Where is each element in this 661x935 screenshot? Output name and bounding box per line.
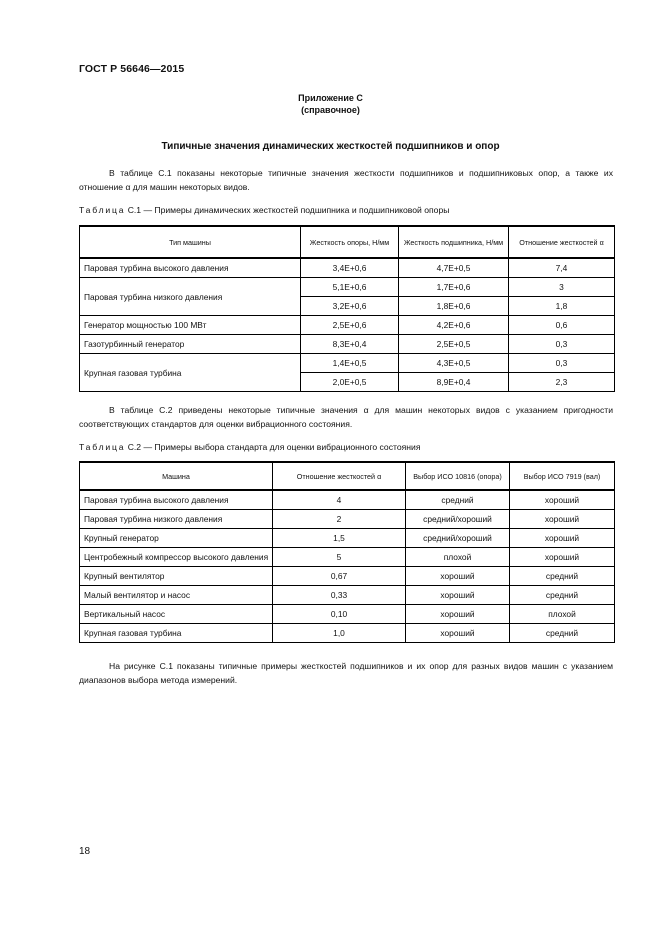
stiffness-table [79, 225, 615, 392]
value-cell: 1,7E+0,6 [399, 278, 509, 297]
table-row [80, 548, 615, 567]
annex-kind: (справочное) [301, 105, 360, 115]
table-row [80, 529, 615, 548]
value-cell: 8,3E+0,4 [301, 335, 399, 354]
document-code: ГОСТ Р 56646—2015 [79, 63, 185, 75]
column-header: Отношение жесткостей α [273, 462, 406, 490]
value-cell: 3,2E+0,6 [301, 297, 399, 316]
machine-name-cell: Крупная газовая турбина [80, 624, 273, 643]
column-header: Выбор ИСО 10816 (опора) [406, 462, 510, 490]
standard-selection-table [79, 461, 615, 643]
machine-name-cell: Паровая турбина низкого давления [80, 278, 301, 316]
machine-name-cell: Генератор мощностью 100 МВт [80, 316, 301, 335]
value-cell: средний/хороший [406, 529, 510, 548]
table-header-row [80, 462, 615, 490]
table-row [80, 354, 615, 373]
value-cell: 5 [273, 548, 406, 567]
value-cell: плохой [406, 548, 510, 567]
value-cell: 2,0E+0,5 [301, 373, 399, 392]
table1-caption: Таблица С.1 — Примеры динамических жесткостей подшипника и подшипниковой опоры [79, 205, 450, 215]
column-header: Выбор ИСО 7919 (вал) [510, 462, 615, 490]
value-cell: 4,3E+0,5 [399, 354, 509, 373]
column-header: Машина [80, 462, 273, 490]
paragraph-table2-intro: В таблице С.2 приведены некоторые типичные значения α для машин некоторых видов с указанием пригодности соответствующих стандартов для оценки вибрационного состояния. [79, 405, 613, 429]
paragraph-figure-intro: На рисунке С.1 показаны типичные примеры жесткостей подшипников и их опор для разных видов машин с указанием диапазонов выбора метода измерений. [79, 661, 613, 685]
value-cell: 1,4E+0,5 [301, 354, 399, 373]
value-cell: 0,3 [509, 354, 615, 373]
table-row [80, 258, 615, 278]
column-header: Тип машины [80, 226, 301, 258]
value-cell: средний [510, 586, 615, 605]
column-header: Отношение жесткостей α [509, 226, 615, 258]
machine-name-cell: Вертикальный насос [80, 605, 273, 624]
value-cell: хороший [510, 529, 615, 548]
value-cell: 8,9E+0,4 [399, 373, 509, 392]
value-cell: средний [510, 567, 615, 586]
column-header: Жесткость подшипника, Н/мм [399, 226, 509, 258]
machine-name-cell: Крупный вентилятор [80, 567, 273, 586]
value-cell: хороший [510, 548, 615, 567]
value-cell: хороший [510, 490, 615, 510]
table-row [80, 316, 615, 335]
value-cell: 1,8 [509, 297, 615, 316]
machine-name-cell: Центробежный компрессор высокого давления [80, 548, 273, 567]
annex-name: Приложение С [298, 93, 363, 103]
machine-name-cell: Паровая турбина высокого давления [80, 258, 301, 278]
table-row [80, 605, 615, 624]
value-cell: 0,3 [509, 335, 615, 354]
value-cell: хороший [406, 586, 510, 605]
value-cell: средний [406, 490, 510, 510]
value-cell: 0,6 [509, 316, 615, 335]
value-cell: 1,5 [273, 529, 406, 548]
value-cell: хороший [406, 605, 510, 624]
value-cell: 0,10 [273, 605, 406, 624]
table-row [80, 510, 615, 529]
section-title: Типичные значения динамических жесткостей подшипников и опор [161, 141, 500, 152]
table-row [80, 624, 615, 643]
value-cell: плохой [510, 605, 615, 624]
paragraph-intro: В таблице С.1 показаны некоторые типичные значения жесткости подшипников и подшипниковых опор, а также их отношение α для машин некоторых видов. [79, 168, 613, 192]
machine-name-cell: Крупный генератор [80, 529, 273, 548]
table2-caption: Таблица С.2 — Примеры выбора стандарта для оценки вибрационного состояния [79, 442, 421, 452]
value-cell: 0,33 [273, 586, 406, 605]
table-row [80, 335, 615, 354]
value-cell: 5,1E+0,6 [301, 278, 399, 297]
value-cell: средний [510, 624, 615, 643]
value-cell: 2,3 [509, 373, 615, 392]
value-cell: 3 [509, 278, 615, 297]
table-row [80, 278, 615, 297]
value-cell: 4 [273, 490, 406, 510]
value-cell: 2,5E+0,6 [301, 316, 399, 335]
table-row [80, 586, 615, 605]
value-cell: 1,0 [273, 624, 406, 643]
value-cell: хороший [406, 624, 510, 643]
machine-name-cell: Паровая турбина низкого давления [80, 510, 273, 529]
value-cell: 4,2E+0,6 [399, 316, 509, 335]
value-cell: 3,4E+0,6 [301, 258, 399, 278]
value-cell: 7,4 [509, 258, 615, 278]
value-cell: хороший [406, 567, 510, 586]
table-header-row [80, 226, 615, 258]
value-cell: 1,8E+0,6 [399, 297, 509, 316]
table-row [80, 567, 615, 586]
machine-name-cell: Паровая турбина высокого давления [80, 490, 273, 510]
value-cell: 0,67 [273, 567, 406, 586]
value-cell: средний/хороший [406, 510, 510, 529]
value-cell: 2,5E+0,5 [399, 335, 509, 354]
value-cell: 4,7E+0,5 [399, 258, 509, 278]
page-number: 18 [79, 846, 91, 857]
value-cell: 2 [273, 510, 406, 529]
column-header: Жесткость опоры, Н/мм [301, 226, 399, 258]
machine-name-cell: Газотурбинный генератор [80, 335, 301, 354]
machine-name-cell: Малый вентилятор и насос [80, 586, 273, 605]
table-row [80, 490, 615, 510]
machine-name-cell: Крупная газовая турбина [80, 354, 301, 392]
value-cell: хороший [510, 510, 615, 529]
